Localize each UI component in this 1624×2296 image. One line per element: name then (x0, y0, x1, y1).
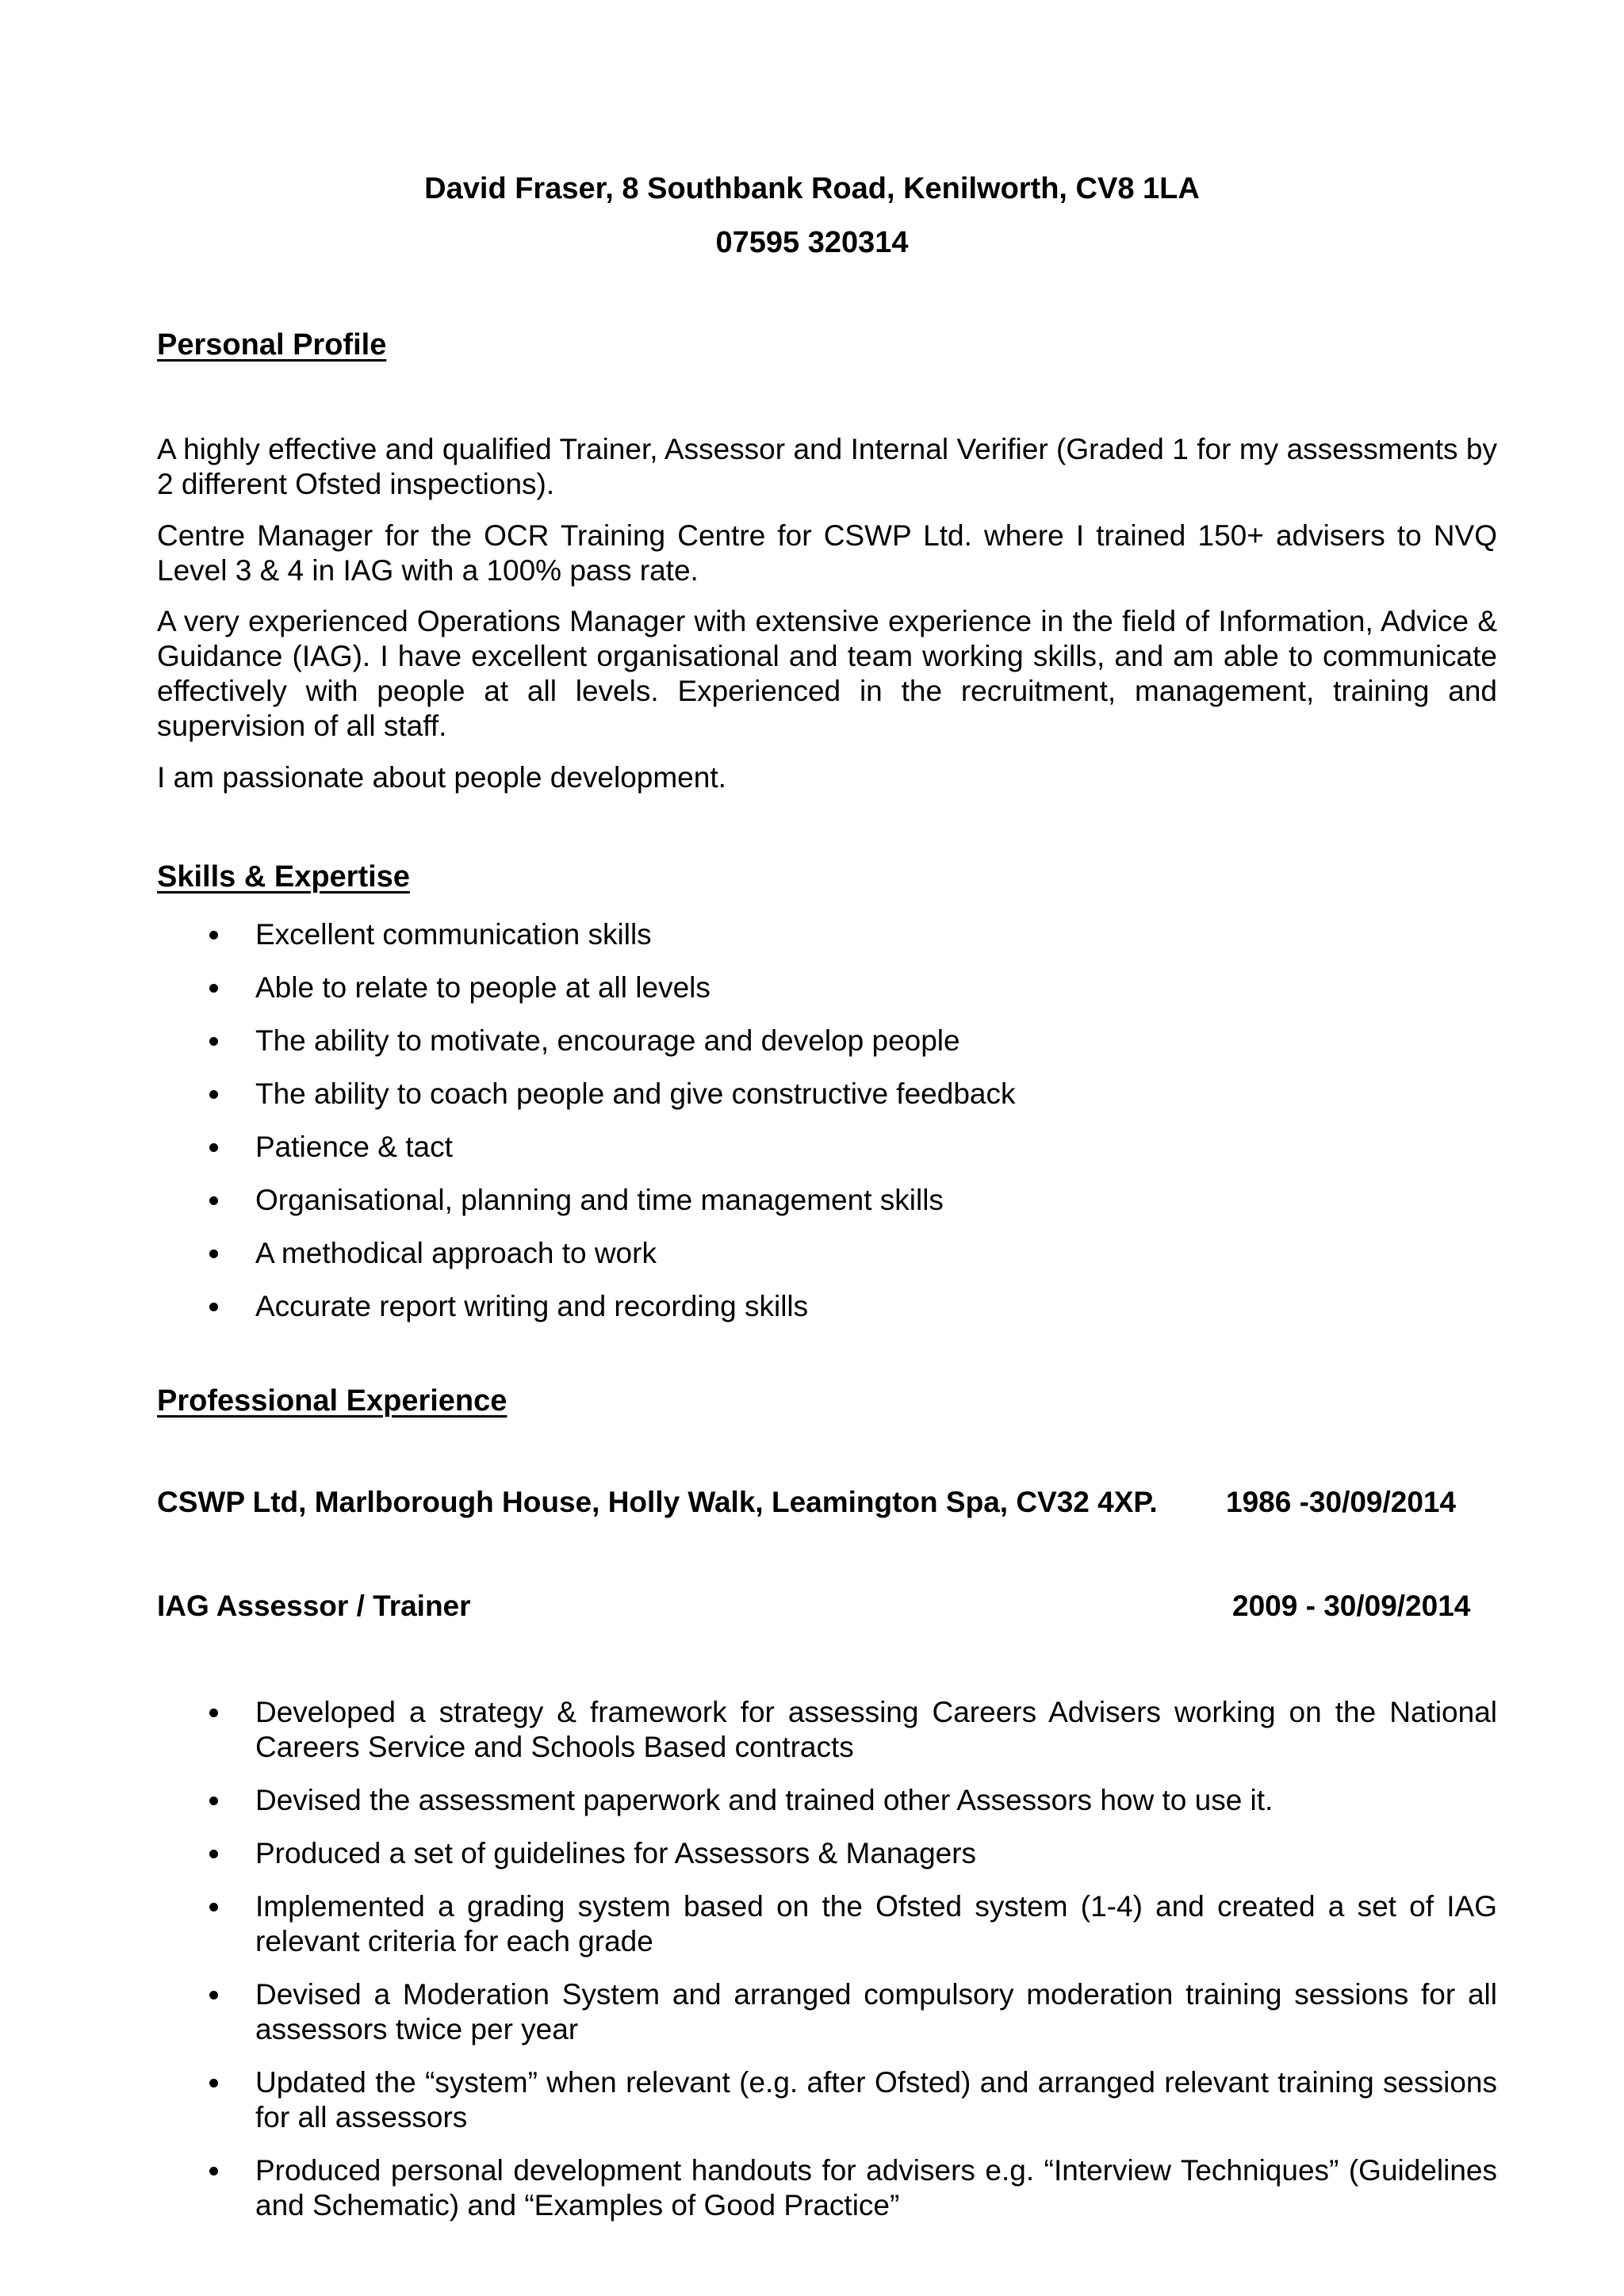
bullet-icon (209, 1037, 218, 1046)
experience-text: Updated the “system” when relevant (e.g. after Ofsted) and arranged relevant training sessions for all assessors (255, 2066, 1497, 2133)
list-item (157, 1695, 1497, 1765)
role-dates: 2009 - 30/09/2014 (1232, 1590, 1471, 1622)
list-item (157, 1889, 1497, 1959)
bullet-icon (209, 1709, 218, 1717)
profile-paragraph: I am passionate about people development. (157, 761, 726, 794)
experience-text: Devised a Moderation System and arranged compulsory moderation training sessions for all assessors twice per year (255, 1978, 1497, 2045)
skill-text: Patience & tact (255, 1131, 453, 1163)
profile-paragraph: A highly effective and qualified Trainer, Assessor and Internal Verifier (Graded 1 for my assessments by 2 different Ofsted inspections). (157, 433, 1497, 500)
list-item (157, 1130, 1497, 1165)
skill-text: Able to relate to people at all levels (255, 971, 710, 1004)
experience-text: Devised the assessment paperwork and trained other Assessors how to use it. (255, 1784, 1274, 1816)
bullet-icon (209, 1249, 218, 1258)
bullet-icon (209, 931, 218, 939)
experience-list (157, 1695, 1497, 2223)
experience-text: Implemented a grading system based on the Ofsted system (1-4) and created a set of IAG relevant criteria for each grade (255, 1890, 1497, 1957)
bullet-icon (209, 1143, 218, 1152)
experience-text: Produced personal development handouts for advisers e.g. “Interview Techniques” (Guidelines and Schematic) and “Examples of Good Practice” (255, 2154, 1497, 2221)
list-item (157, 1024, 1497, 1058)
employer-dates: 1986 -30/09/2014 (1226, 1486, 1457, 1518)
bullet-icon (209, 1797, 218, 1805)
phone-number: 07595 320314 (715, 226, 909, 259)
bullet-icon (209, 1196, 218, 1205)
employer-name: CSWP Ltd, Marlborough House, Holly Walk, Leamington Spa, CV32 4XP. (157, 1486, 1158, 1518)
skill-text: A methodical approach to work (255, 1237, 657, 1269)
skill-text: The ability to motivate, encourage and develop people (255, 1024, 960, 1057)
skill-text: Organisational, planning and time management skills (255, 1184, 944, 1216)
personal-profile-heading: Personal Profile (157, 328, 387, 362)
list-item (157, 917, 1497, 952)
list-item (157, 1183, 1497, 1218)
skills-heading: Skills & Expertise (157, 860, 410, 894)
list-item (157, 1077, 1497, 1112)
bullet-icon (209, 1991, 218, 1999)
skills-list (157, 917, 1497, 1324)
list-item (157, 1236, 1497, 1271)
bullet-icon (209, 1090, 218, 1099)
experience-text: Produced a set of guidelines for Assessors & Managers (255, 1837, 977, 1869)
role-title: IAG Assessor / Trainer (157, 1590, 471, 1622)
experience-heading: Professional Experience (157, 1384, 508, 1418)
profile-paragraph: Centre Manager for the OCR Training Centre for CSWP Ltd. where I trained 150+ advisers to NVQ Level 3 & 4 in IAG with a 100% pass rate. (157, 519, 1497, 587)
bullet-icon (209, 1903, 218, 1911)
skill-text: The ability to coach people and give constructive feedback (255, 1077, 1016, 1110)
bullet-icon (209, 2079, 218, 2087)
bullet-icon (209, 984, 218, 993)
profile-paragraph: A very experienced Operations Manager with extensive experience in the field of Information, Advice & Guidance (IAG). I have excellent organisational and team working skills, and am able to communicate effectively with people at all levels. Experienced in the recruitment, management, training and supervision of all staff. (157, 605, 1497, 742)
skill-text: Accurate report writing and recording skills (255, 1290, 809, 1322)
list-item (157, 2065, 1497, 2135)
name-address-line: David Fraser, 8 Southbank Road, Kenilworth, CV8 1LA (424, 172, 1200, 205)
list-item (157, 1783, 1497, 1818)
skill-text: Excellent communication skills (255, 918, 652, 951)
experience-text: Developed a strategy & framework for assessing Careers Advisers working on the National Careers Service and Schools Based contracts (255, 1696, 1497, 1763)
list-item (157, 970, 1497, 1005)
bullet-icon (209, 1303, 218, 1311)
list-item (157, 1977, 1497, 2047)
list-item (157, 1836, 1497, 1871)
bullet-icon (209, 2167, 218, 2175)
bullet-icon (209, 1850, 218, 1858)
list-item (157, 1289, 1497, 1324)
list-item (157, 2153, 1497, 2223)
